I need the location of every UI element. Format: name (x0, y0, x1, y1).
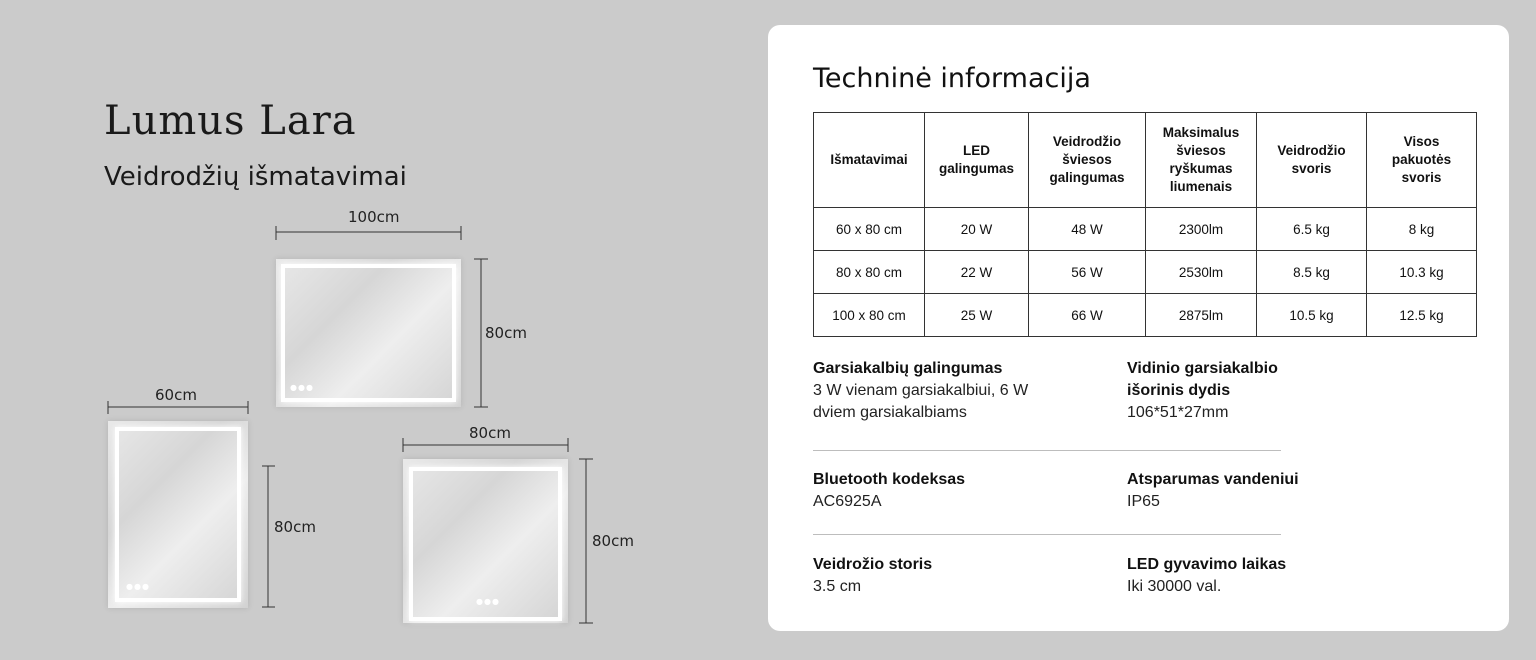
table-row (814, 251, 1477, 294)
small-height-label: 80cm (274, 518, 316, 536)
spec-thickness (813, 554, 932, 598)
table-cell: 66 W (1029, 294, 1146, 337)
square-height-label: 80cm (592, 532, 634, 550)
spec-label: Bluetooth kodeksas (813, 471, 966, 488)
table-cell: 6.5 kg (1257, 208, 1367, 251)
header-max-lumens: Maksimalus šviesos ryškumas liumenais (1146, 113, 1257, 208)
spec-bluetooth (813, 469, 965, 513)
brand-title: Lumus Lara (104, 98, 357, 144)
table-cell: 48 W (1029, 208, 1146, 251)
table-cell: 12.5 kg (1367, 294, 1477, 337)
large-width-label: 100cm (348, 208, 400, 226)
spec-value: AC6925A (813, 493, 882, 510)
spec-value: 3.5 cm (813, 578, 862, 595)
spec-value: IP65 (1127, 493, 1160, 510)
spec-label: Garsiakalbių galingumas (813, 360, 1003, 377)
divider (813, 450, 1281, 451)
large-height-label: 80cm (485, 324, 527, 342)
table-cell: 2875lm (1146, 294, 1257, 337)
tech-info-card (768, 25, 1509, 631)
card-title: Techninė informacija (813, 63, 1091, 94)
mirror-80x80 (403, 459, 568, 623)
table-header-row (814, 113, 1477, 208)
spec-label: LED gyvavimo laikas (1127, 556, 1287, 573)
small-width-label: 60cm (155, 386, 197, 404)
header-dimensions: Išmatavimai (814, 113, 925, 208)
spec-label: Vidinio garsiakalbio (1127, 360, 1278, 377)
spec-value: dviem garsiakalbiams (813, 404, 967, 421)
table-cell: 10.5 kg (1257, 294, 1367, 337)
led-frame (115, 427, 241, 602)
touch-buttons: ●●● (476, 597, 500, 606)
spec-value: Iki 30000 val. (1127, 578, 1222, 595)
page-subtitle: Veidrodžių išmatavimai (104, 162, 407, 192)
table-cell: 80 x 80 cm (814, 251, 925, 294)
spec-speaker-size (1127, 358, 1278, 424)
spec-speaker-power (813, 358, 1028, 424)
table-cell: 2530lm (1146, 251, 1257, 294)
spec-value: 106*51*27mm (1127, 404, 1229, 421)
table-cell: 8 kg (1367, 208, 1477, 251)
header-mirror-light-power: Veidrodžio šviesos galingumas (1029, 113, 1146, 208)
table-cell: 8.5 kg (1257, 251, 1367, 294)
spec-label: Atsparumas vandeniui (1127, 471, 1299, 488)
touch-buttons: ●●● (290, 383, 314, 392)
spec-label: Veidrožio storis (813, 556, 933, 573)
table-cell: 20 W (925, 208, 1029, 251)
mirror-60x80 (108, 421, 248, 608)
table-row (814, 294, 1477, 337)
table-cell: 10.3 kg (1367, 251, 1477, 294)
spec-water-resistance (1127, 469, 1299, 513)
spec-led-lifetime (1127, 554, 1286, 598)
square-width-label: 80cm (469, 424, 511, 442)
mirror-100x80 (276, 259, 461, 407)
touch-buttons: ●●● (126, 582, 150, 591)
header-led-power: LED galingumas (925, 113, 1029, 208)
table-cell: 56 W (1029, 251, 1146, 294)
table-cell: 2300lm (1146, 208, 1257, 251)
led-frame (281, 264, 456, 402)
table-cell: 25 W (925, 294, 1029, 337)
table-cell: 60 x 80 cm (814, 208, 925, 251)
spec-value: 3 W vienam garsiakalbiui, 6 W (813, 382, 1029, 399)
divider (813, 534, 1281, 535)
table-cell: 22 W (925, 251, 1029, 294)
table-cell: 100 x 80 cm (814, 294, 925, 337)
spec-table (813, 112, 1477, 337)
header-mirror-weight: Veidrodžio svoris (1257, 113, 1367, 208)
spec-label: išorinis dydis (1127, 382, 1231, 399)
header-package-weight: Visos pakuotės svoris (1367, 113, 1477, 208)
table-row (814, 208, 1477, 251)
